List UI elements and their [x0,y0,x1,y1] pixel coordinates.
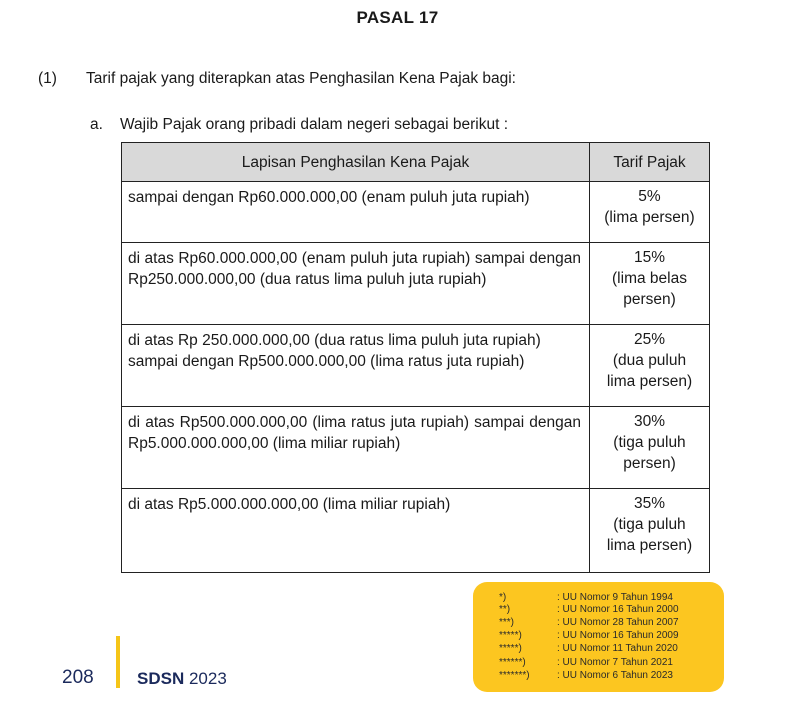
table-row [122,182,710,243]
rate-words-cont: lima persen) [606,373,693,390]
footer-brand [137,669,227,689]
header-tax-rate: Tarif Pajak [590,143,710,182]
header-income-bracket: Lapisan Penghasilan Kena Pajak [122,143,590,182]
rate-words: (tiga puluh [613,434,686,451]
tax-rate-cell [590,407,710,489]
brand-year: 2023 [188,669,227,688]
legend-item: *******) : UU Nomor 6 Tahun 2023 [499,670,673,681]
rate-words-cont: lima persen) [606,537,693,554]
brand-name: SDSN [137,669,185,688]
legend-item: *****) : UU Nomor 11 Tahun 2020 [499,643,678,654]
subclause-letter: a. [90,116,103,133]
table-row [122,325,710,407]
footer-divider [116,636,120,688]
legend-item: ***) : UU Nomor 28 Tahun 2007 [499,617,679,628]
rate-words: (lima persen) [604,209,695,226]
table-header-row [122,143,710,182]
tax-rate-cell [590,243,710,325]
rate-percent: 25% [633,331,666,348]
subclause-a [90,116,508,134]
table-row [122,243,710,325]
page-number: 208 [62,667,94,688]
table-row [122,489,710,573]
rate-percent: 15% [633,249,666,266]
tax-rate-cell [590,489,710,573]
rate-words: (lima belas [612,270,687,287]
tax-rate-cell [590,182,710,243]
subclause-text: Wajib Pajak orang pribadi dalam negeri sebagai berikut : [120,116,509,133]
legend-item: *) : UU Nomor 9 Tahun 1994 [499,592,673,603]
bracket-description: di atas Rp 250.000.000,00 (dua ratus lima puluh juta rupiah) sampai dengan Rp500.000.000,00 (lima ratus juta rupiah) [122,325,590,407]
bracket-description: sampai dengan Rp60.000.000,00 (enam puluh juta rupiah) [122,182,590,243]
tax-rate-cell [590,325,710,407]
legend-item: *****) : UU Nomor 16 Tahun 2009 [499,630,679,641]
table-row [122,407,710,489]
rate-words: (dua puluh [612,352,687,369]
legend-item: ******) : UU Nomor 7 Tahun 2021 [499,657,673,668]
rate-words: (tiga puluh [613,516,686,533]
rate-percent: 30% [633,413,666,430]
page-title: PASAL 17 [356,8,439,27]
footnote-legend [473,582,724,692]
clause-text: Tarif pajak yang diterapkan atas Penghasilan Kena Pajak bagi: [86,70,516,87]
clause-1 [38,70,516,88]
rate-percent: 5% [638,188,661,205]
clause-number: (1) [38,70,57,87]
legend-item: **) : UU Nomor 16 Tahun 2000 [499,604,679,615]
bracket-description: di atas Rp500.000.000,00 (lima ratus juta rupiah) sampai dengan Rp5.000.000.000,00 (lima miliar rupiah) [122,407,590,489]
rate-percent: 35% [633,495,666,512]
rate-words-cont: persen) [623,291,676,308]
rate-words-cont: persen) [623,455,676,472]
bracket-description: di atas Rp5.000.000.000,00 (lima miliar rupiah) [122,489,590,573]
tax-rate-table [121,142,710,573]
bracket-description: di atas Rp60.000.000,00 (enam puluh juta rupiah) sampai dengan Rp250.000.000,00 (dua ratus lima puluh juta rupiah) [122,243,590,325]
